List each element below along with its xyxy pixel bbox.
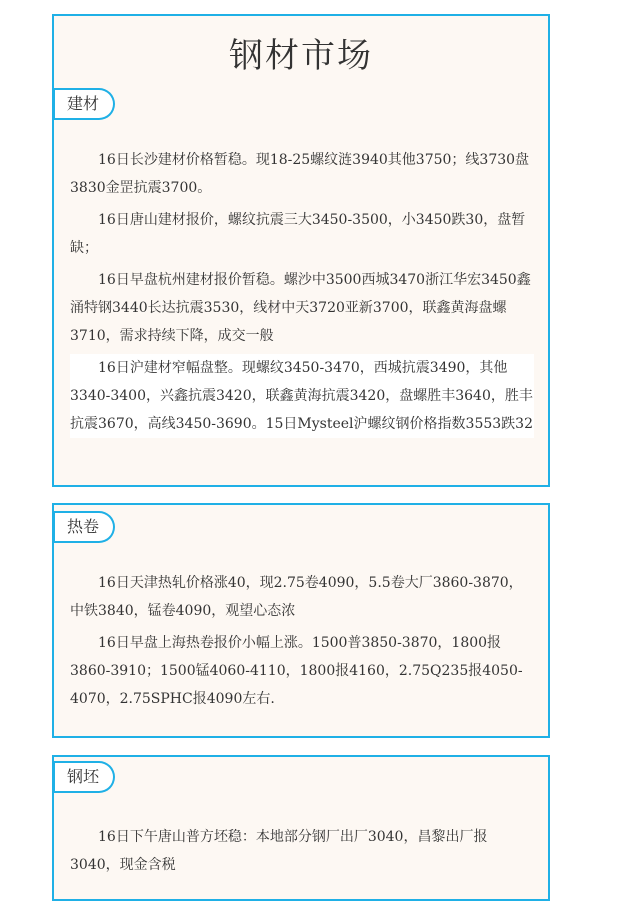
section-card-steel-billet xyxy=(52,755,550,901)
section-body xyxy=(70,146,534,442)
paragraph: 16日长沙建材价格暂稳。现18-25螺纹涟3940其他3750；线3730盘3830金罡抗震3700。 xyxy=(70,152,530,196)
section-tag-hot-rolled-coil: 热卷 xyxy=(52,511,115,543)
page-title: 钢材市场 xyxy=(229,36,373,76)
section-body xyxy=(70,823,534,883)
section-tag-building-materials: 建材 xyxy=(52,88,115,120)
section-body xyxy=(70,569,534,717)
paragraph: 16日下午唐山普方坯稳：本地部分钢厂出厂3040，昌黎出厂报3040，现金含税 xyxy=(70,829,488,873)
section-card-building-materials xyxy=(52,14,550,487)
section-tag-steel-billet: 钢坯 xyxy=(52,761,115,793)
paragraph: 16日早盘杭州建材报价暂稳。螺沙中3500西城3470浙江华宏3450鑫涌特钢3440长达抗震3530，线材中天3720亚新3700，联鑫黄海盘螺3710，需求持续下降，成交一般 xyxy=(70,272,531,344)
paragraph: 16日天津热轧价格涨40，现2.75卷4090，5.5卷大厂3860-3870，中铁3840，锰卷4090，观望心态浓 xyxy=(70,575,523,619)
section-card-hot-rolled-coil xyxy=(52,503,550,738)
paragraph: 16日唐山建材报价，螺纹抗震三大3450-3500，小3450跌30，盘暂缺； xyxy=(70,212,526,256)
paragraph: 16日早盘上海热卷报价小幅上涨。1500普3850-3870，1800报3860-3910；1500锰4060-4110，1800报4160，2.75Q235报4050-4070，2.75SPHC报4090左右. xyxy=(70,635,523,707)
paragraph: 16日沪建材窄幅盘整。现螺纹3450-3470，西城抗震3490，其他3340-3400，兴鑫抗震3420，联鑫黄海抗震3420，盘螺胜丰3640，胜丰抗震3670，高线3450-3690。15日Mysteel沪螺纹钢价格指数3553跌32 xyxy=(70,354,534,438)
